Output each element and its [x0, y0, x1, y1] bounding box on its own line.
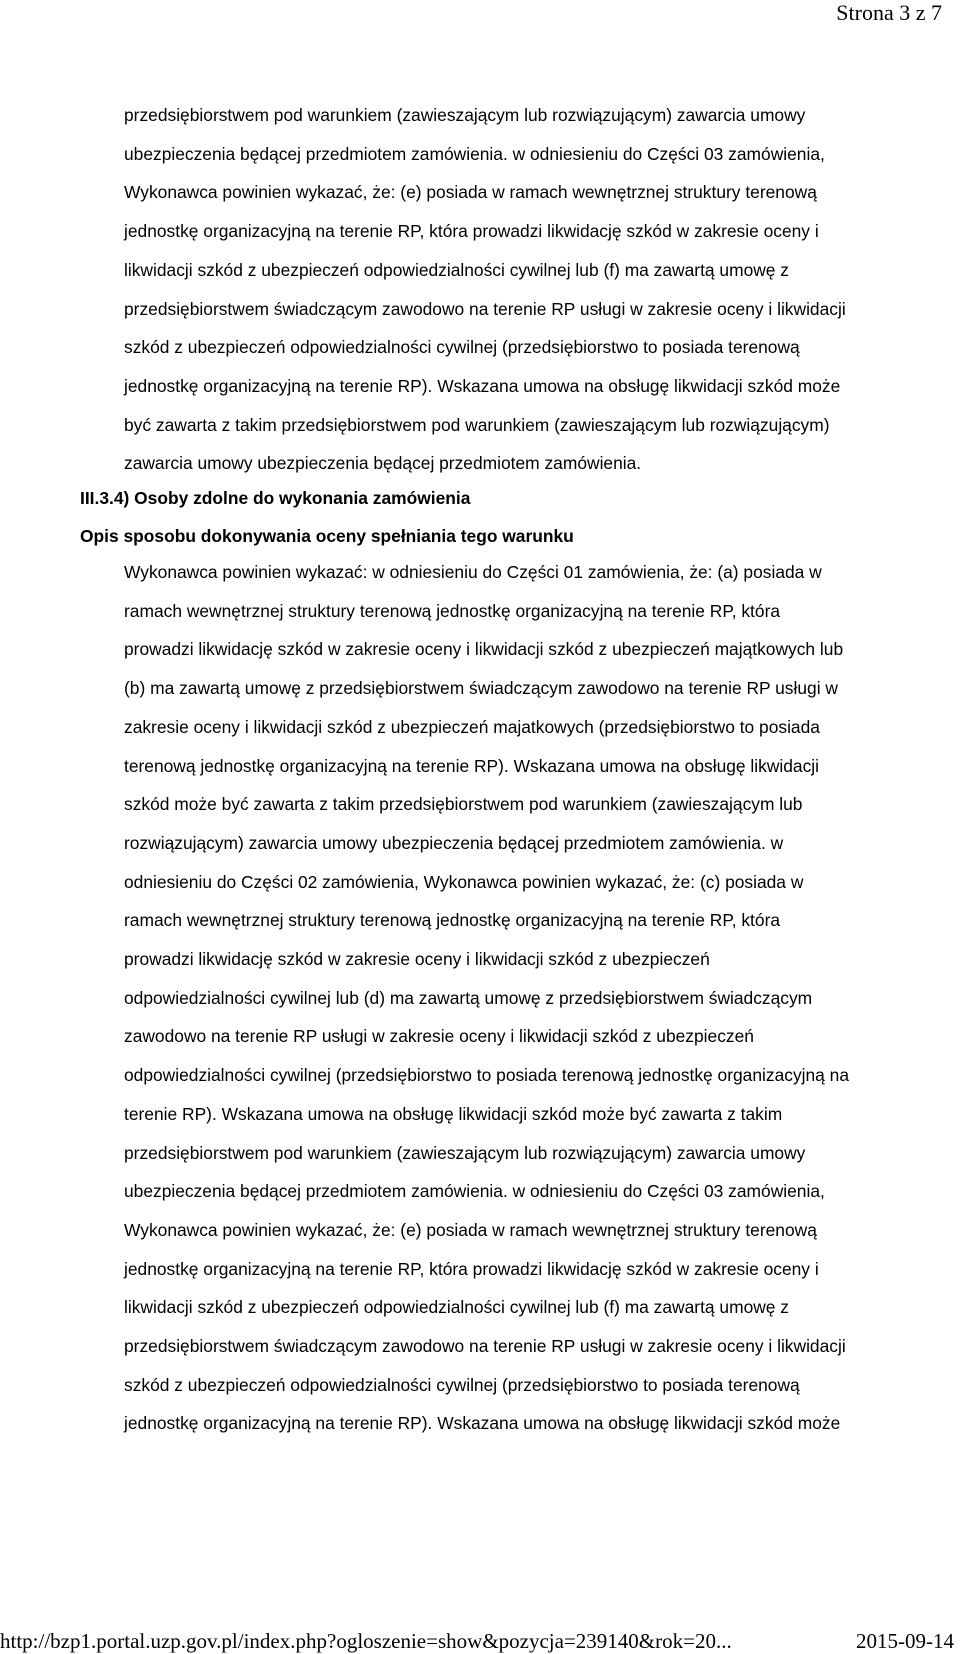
- paragraph-line: ubezpieczenia będącej przedmiotem zamówienia. w odniesieniu do Części 03 zamówienia,: [124, 1181, 825, 1202]
- paragraph-line: odniesieniu do Części 02 zamówienia, Wykonawca powinien wykazać, że: (c) posiada w: [124, 871, 804, 892]
- footer-url-link[interactable]: http://bzp1.portal.uzp.gov.pl/index.php?ogloszenie=show&pozycja=239140&rok=20...: [0, 1629, 732, 1653]
- paragraph-line: likwidacji szkód z ubezpieczeń odpowiedzialności cywilnej lub (f) ma zawartą umowę z: [124, 1297, 789, 1318]
- footer-date: 2015-09-14: [856, 1629, 954, 1653]
- paragraph-line: jednostkę organizacyjną na terenie RP). Wskazana umowa na obsługę likwidacji szkód może: [124, 375, 841, 396]
- paragraph-line: zawarcia umowy ubezpieczenia będącej przedmiotem zamówienia.: [124, 453, 642, 474]
- paragraph-line: przedsiębiorstwem świadczącym zawodowo na terenie RP usługi w zakresie oceny i likwidacji: [124, 1336, 846, 1356]
- paragraph-line: ramach wewnętrznej struktury terenową jednostkę organizacyjną na terenie RP, która: [124, 600, 781, 621]
- paragraph-line: odpowiedzialności cywilnej lub (d) ma zawartą umowę z przedsiębiorstwem świadczącym: [124, 987, 813, 1008]
- paragraph-line: zakresie oceny i likwidacji szkód z ubezpieczeń majatkowych (przedsiębiorstwo to posiada: [124, 716, 820, 737]
- paragraph-line: rozwiązującym) zawarcia umowy ubezpieczenia będącej przedmiotem zamówienia. w: [124, 832, 784, 853]
- paragraph-line: prowadzi likwidację szkód w zakresie oceny i likwidacji szkód z ubezpieczeń majątkowych lub: [124, 639, 844, 660]
- paragraph-line: prowadzi likwidację szkód w zakresie oceny i likwidacji szkód z ubezpieczeń: [124, 949, 710, 969]
- paragraph-line: przedsiębiorstwem pod warunkiem (zawieszającym lub rozwiązującym) zawarcia umowy: [124, 1142, 806, 1163]
- paragraph-line: terenie RP). Wskazana umowa na obsługę likwidacji szkód może być zawarta z takim: [124, 1103, 783, 1124]
- paragraph-line: szkód może być zawarta z takim przedsiębiorstwem pod warunkiem (zawieszającym lub: [124, 794, 803, 815]
- paragraph-line: zawodowo na terenie RP usługi w zakresie oceny i likwidacji szkód z ubezpieczeń: [124, 1026, 754, 1047]
- paragraph-line: ubezpieczenia będącej przedmiotem zamówienia. w odniesieniu do Części 03 zamówienia,: [124, 143, 825, 164]
- paragraph-line: szkód z ubezpieczeń odpowiedzialności cywilnej (przedsiębiorstwo to posiada terenową: [124, 337, 800, 358]
- paragraph-line: Wykonawca powinien wykazać, że: (e) posiada w ramach wewnętrznej struktury terenową: [124, 1219, 817, 1240]
- paragraph-line: szkód z ubezpieczeń odpowiedzialności cywilnej (przedsiębiorstwo to posiada terenową: [124, 1374, 800, 1395]
- paragraph-line: ramach wewnętrznej struktury terenową jednostkę organizacyjną na terenie RP, która: [124, 910, 781, 931]
- paragraph-line: jednostkę organizacyjną na terenie RP, która prowadzi likwidację szkód w zakresie oceny i: [124, 221, 819, 242]
- paragraph-line: przedsiębiorstwem pod warunkiem (zawieszającym lub rozwiązującym) zawarcia umowy: [124, 105, 806, 125]
- paragraph-line: likwidacji szkód z ubezpieczeń odpowiedzialności cywilnej lub (f) ma zawartą umowę z: [124, 259, 789, 280]
- paragraph-line: jednostkę organizacyjną na terenie RP). Wskazana umowa na obsługę likwidacji szkód może: [124, 1413, 841, 1434]
- section-heading: III.3.4) Osoby zdolne do wykonania zamówienia: [80, 488, 471, 508]
- paragraph-line: odpowiedzialności cywilnej (przedsiębiorstwo to posiada terenową jednostkę organizacyjną na: [124, 1065, 850, 1086]
- paragraph-line: Wykonawca powinien wykazać, że: (e) posiada w ramach wewnętrznej struktury terenową: [124, 182, 817, 203]
- paragraph-line: terenową jednostkę organizacyjną na terenie RP). Wskazana umowa na obsługę likwidacji: [124, 755, 820, 776]
- subsection-heading: Opis sposobu dokonywania oceny spełniania tego warunku: [80, 526, 574, 546]
- paragraph-line: Wykonawca powinien wykazać: w odniesieniu do Części 01 zamówienia, że: (a) posiada w: [124, 562, 822, 582]
- page-number: Strona 3 z 7: [836, 0, 942, 25]
- paragraph-line: przedsiębiorstwem świadczącym zawodowo na terenie RP usługi w zakresie oceny i likwidacji: [124, 298, 846, 319]
- paragraph-line: jednostkę organizacyjną na terenie RP, która prowadzi likwidację szkód w zakresie oceny i: [124, 1258, 819, 1279]
- paragraph-line: (b) ma zawartą umowę z przedsiębiorstwem świadczącym zawodowo na terenie RP usługi w: [124, 678, 838, 699]
- paragraph-line: być zawarta z takim przedsiębiorstwem pod warunkiem (zawieszającym lub rozwiązującym): [124, 414, 830, 435]
